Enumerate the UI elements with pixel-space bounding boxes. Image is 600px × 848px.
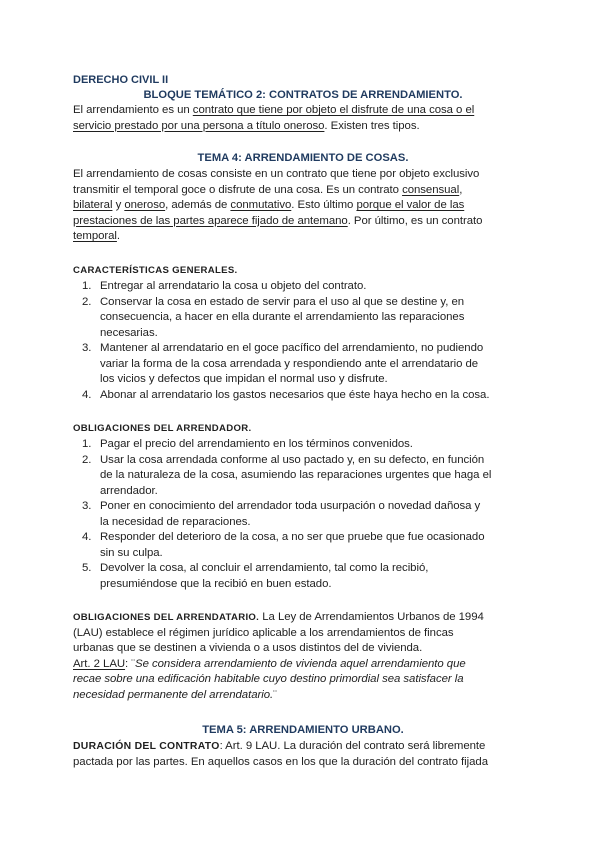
obligaciones-arrendatario-heading: OBLIGACIONES DEL ARRENDATARIO. [73, 612, 260, 623]
obligaciones-arrendador-heading: OBLIGACIONES DEL ARRENDADOR. [73, 423, 252, 434]
tema5-heading: TEMA 5: ARRENDAMIENTO URBANO. [202, 724, 404, 736]
tema5-paragraph: DURACIÓN DEL CONTRATO: Art. 9 LAU. La duración del contrato será libremente pactada por las partes. En aquellos casos en los que la duración del contrato fijada [73, 740, 488, 768]
subject-heading: DERECHO CIVIL II [73, 74, 169, 86]
list-item: 1. Entregar al arrendatario la cosa u objeto del contrato. [82, 280, 367, 292]
tema4-heading: TEMA 4: ARRENDAMIENTO DE COSAS. [197, 152, 409, 164]
list-item: 3. Mantener al arrendatario en el goce pacífico del arrendamiento, no pudiendo variar la forma de la cosa arrendada y respondiendo ante el arrendatario de los vicios y defectos que impidan el normal uso y disfrute. [82, 342, 484, 385]
bloque-heading: BLOQUE TEMÁTICO 2: CONTRATOS DE ARRENDAMIENTO. [143, 89, 463, 101]
caracteristicas-heading: CARACTERÍSTICAS GENERALES. [73, 265, 238, 276]
caracteristicas-list [73, 279, 533, 403]
obligaciones-arrendatario-paragraph: OBLIGACIONES DEL ARRENDATARIO. La Ley de Arrendamientos Urbanos de 1994 (LAU) establece el régimen jurídico aplicable a los arrendamientos de fincas urbanas que se destinen a vivienda o a usos distintos del de vivienda. Art. 2 LAU: ¨Se considera arrendamiento de vivienda aquel arrendamiento que recae sobre una edificación habitable cuyo destino primordial sea satisfacer la necesidad permanente del arrendatario.¨ [73, 611, 484, 701]
list-item: 5. Devolver la cosa, al concluir el arrendamiento, tal como la recibió, presumiéndose que la recibió en buen estado. [82, 562, 429, 590]
list-item: 4. Abonar al arrendatario los gastos necesarios que éste haya hecho en la cosa. [82, 388, 490, 401]
list-item: 3. Poner en conocimiento del arrendador toda usurpación o novedad dañosa y la necesidad de reparaciones. [82, 500, 481, 528]
list-item: 2. Usar la cosa arrendada conforme al uso pactado y, en su defecto, en función de la naturaleza de la cosa, asumiendo las reparaciones urgentes que haga el arrendador. [82, 453, 492, 497]
list-item: 2. Conservar la cosa en estado de servir para el uso al que se destine y, en consecuencia, a hacer en ella durante el arrendamiento las reparaciones necesarias. [82, 295, 465, 339]
list-item: 1. Pagar el precio del arrendamiento en los términos convenidos. [82, 438, 413, 450]
list-item: 4. Responder del deterioro de la cosa, a no ser que pruebe que fue ocasionado sin su culpa. [82, 531, 485, 559]
tema4-paragraph: El arrendamiento de cosas consiste en un contrato que tiene por objeto exclusivo transmitir el temporal goce o disfrute de una cosa. Es un contrato consensual, bilateral y oneroso, además de conmutativo. Esto último porque el valor de las prestaciones de las partes aparece fijado de antemano. Por último, es un contrato temporal. [73, 168, 483, 242]
obligaciones-arrendador-list [73, 437, 533, 592]
intro-paragraph: El arrendamiento es un contrato que tiene por objeto el disfrute de una cosa o el servicio prestado por una persona a título oneroso. Existen tres tipos. [73, 104, 475, 132]
